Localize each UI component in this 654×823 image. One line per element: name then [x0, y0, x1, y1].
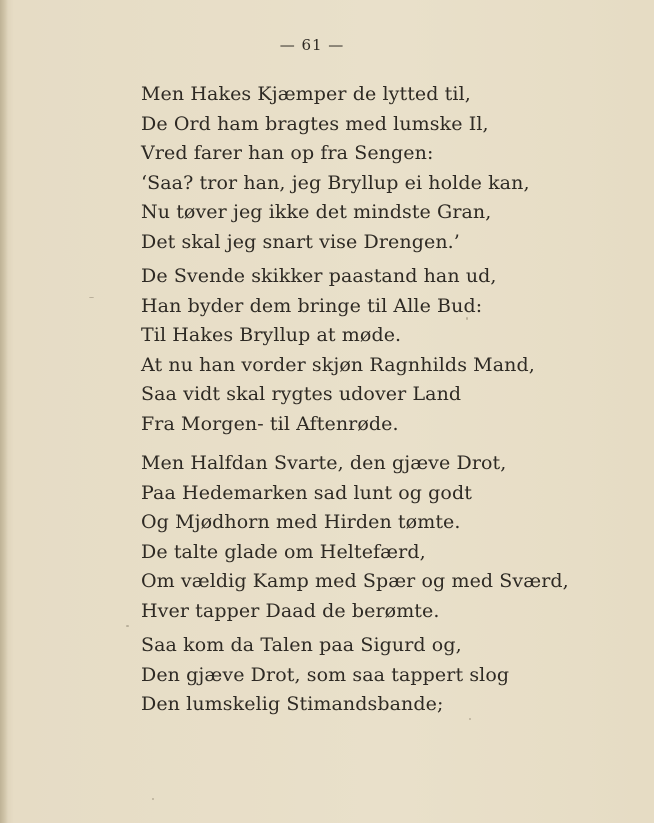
- stanza-4: [141, 631, 509, 720]
- verse-line: Fra Morgen- til Aftenrøde.: [141, 412, 399, 435]
- verse-line: Men Halfdan Svarte, den gjæve Drot,: [141, 452, 507, 474]
- stanza-2: [141, 262, 535, 439]
- verse-line: Vred farer han op fra Sengen:: [141, 142, 434, 164]
- paper-speck: [152, 798, 154, 800]
- verse-line: ‘Saa? tror han, jeg Bryllup ei holde kan,: [141, 171, 530, 194]
- paper-speck: [126, 625, 129, 627]
- paper-speck: [469, 718, 471, 720]
- verse-line: Til Hakes Bryllup at møde.: [141, 324, 402, 346]
- verse-line: Saa kom da Talen paa Sigurd og,: [141, 634, 462, 656]
- page-gutter-shadow: [0, 0, 8, 823]
- verse-line: Og Mjødhorn med Hirden tømte.: [141, 511, 461, 533]
- verse-line: Nu tøver jeg ikke det mindste Gran,: [141, 201, 492, 223]
- verse-line: De Svende skikker paastand han ud,: [141, 265, 497, 287]
- stanza-3: [141, 449, 569, 626]
- paper-speck: [89, 297, 94, 298]
- verse-line: At nu han vorder skjøn Ragnhilds Mand,: [141, 353, 535, 376]
- verse-line: Men Hakes Kjæmper de lytted til,: [141, 83, 471, 105]
- stanza-1: [141, 80, 530, 257]
- verse-line: De talte glade om Heltefærd,: [141, 540, 426, 563]
- verse-line: Det skal jeg snart vise Drengen.’: [141, 230, 460, 253]
- verse-line: Den gjæve Drot, som saa tappert slog: [141, 663, 510, 686]
- verse-line: De Ord ham bragtes med lumske Il,: [141, 112, 489, 135]
- verse-line: Saa vidt skal rygtes udover Land: [141, 383, 462, 405]
- verse-line: Paa Hedemarken sad lunt og godt: [141, 481, 472, 504]
- paper-speck: [466, 317, 468, 320]
- verse-line: Om vældig Kamp med Spær og med Sværd,: [141, 570, 569, 592]
- page-number: — 61 —: [279, 36, 345, 54]
- verse-line: Den lumskelig Stimandsbande;: [141, 693, 444, 715]
- verse-line: Hver tapper Daad de berømte.: [141, 599, 440, 622]
- verse-line: Han byder dem bringe til Alle Bud:: [141, 294, 483, 317]
